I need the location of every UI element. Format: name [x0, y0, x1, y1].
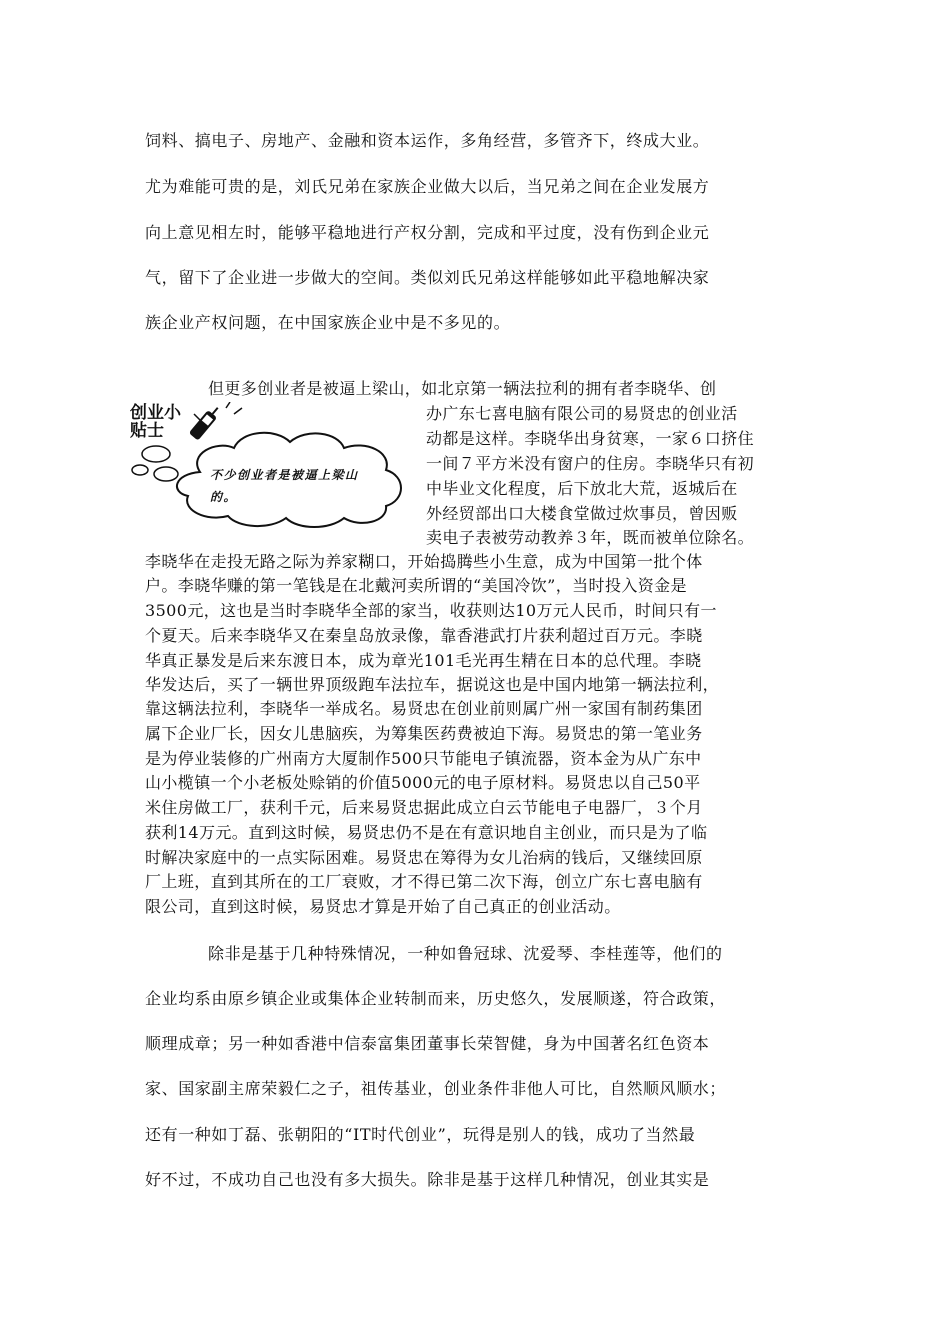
paragraph-line: 是为停业装修的广州南方大厦制作500只节能电子镇流器，资本金为从广东中: [145, 749, 702, 768]
paragraph-first-line: 除非是基于几种特殊情况，一种如鲁冠球、沈爱琴、李桂莲等，他们的: [208, 944, 723, 963]
paragraph-first-line: 但更多创业者是被逼上梁山，如北京第一辆法拉利的拥有者李晓华、创: [208, 379, 717, 398]
paragraph-line: 顺理成章；另一种如香港中信泰富集团董事长荣智健，身为中国著名红色资本: [145, 1034, 710, 1053]
paragraph-line: 华发达后，买了一辆世界顶级跑车法拉车，据说这也是中国内地第一辆法拉利，: [145, 675, 720, 694]
paragraph-line: 山小榄镇一个小老板处赊销的价值5000元的电子原材料。易贤忠以自己50平: [145, 773, 701, 792]
paragraph-line: 时解决家庭中的一点实际困难。易贤忠在筹得为女儿治病的钱后，又继续回原: [145, 848, 703, 867]
paragraph-line: 靠这辆法拉利，李晓华一举成名。易贤忠在创业前则属广州一家国有制药集团: [145, 699, 703, 718]
tip-note: 不少创业者是被逼上梁山的。: [210, 468, 359, 504]
paragraph-line: 气，留下了企业进一步做大的空间。类似刘氏兄弟这样能够如此平稳地解决家: [145, 268, 710, 287]
startup-tip-box: [130, 402, 418, 530]
paragraph-line: 外经贸部出口大楼食堂做过炊事员，曾因贩: [426, 504, 738, 523]
paragraph-line: 米住房做工厂，获利千元，后来易贤忠据此成立白云节能电子电器厂，３个月: [145, 798, 703, 817]
paragraph-line: 卖电子表被劳动教养３年，既而被单位除名。: [426, 528, 755, 547]
paragraph-line: 向上意见相左时，能够平稳地进行产权分割，完成和平过度，没有伤到企业元: [145, 223, 710, 242]
paragraph-line: 中毕业文化程度，后下放北大荒，返城后在: [426, 479, 738, 498]
paragraph-line: 一间７平方米没有窗户的住房。李晓华只有初: [426, 454, 755, 473]
paragraph-line: 厂上班，直到其所在的工厂衰败，才不得已第二次下海，创立广东七喜电脑有: [145, 872, 703, 891]
paragraph-line: 限公司，直到这时候，易贤忠才算是开始了自己真正的创业活动。: [145, 897, 621, 916]
paragraph-line: 3500元，这也是当时李晓华全部的家当，收获则达10万元人民币，时间只有一: [145, 601, 717, 620]
paragraph-line: 获利14万元。直到这时候，易贤忠仍不是在有意识地自主创业，而只是为了临: [145, 823, 708, 842]
paragraph-line: 尤为难能可贵的是，刘氏兄弟在家族企业做大以后，当兄弟之间在企业发展方: [145, 177, 710, 196]
paragraph-line: 饲料、搞电子、房地产、金融和资本运作，多角经营，多管齐下，终成大业。: [145, 131, 710, 150]
paragraph-line: 办广东七喜电脑有限公司的易贤忠的创业活: [426, 404, 738, 423]
paragraph-line: 个夏天。后来李晓华又在秦皇岛放录像，靠香港武打片获利超过百万元。李晓: [145, 626, 703, 645]
paragraph-line: 华真正暴发是后来东渡日本，成为章光101毛光再生精在日本的总代理。李晓: [145, 651, 702, 670]
paragraph-line: 族企业产权问题，在中国家族企业中是不多见的。: [145, 313, 511, 332]
paragraph-line: 动都是这样。李晓华出身贫寒，一家６口挤住: [426, 429, 755, 448]
paragraph-line: 属下企业厂长，因女儿患脑疾，为筹集医药费被迫下海。易贤忠的第一笔业务: [145, 724, 703, 743]
paragraph-line: 户。李晓华赚的第一笔钱是在北戴河卖所谓的“美国冷饮”，当时投入资金是: [145, 576, 687, 595]
tip-logo: 创业小贴士: [130, 403, 181, 441]
paragraph-line: 好不过，不成功自己也没有多大损失。除非是基于这样几种情况，创业其实是: [145, 1170, 710, 1189]
paragraph-line: 企业均系由原乡镇企业或集体企业转制而来，历史悠久，发展顺遂，符合政策，: [145, 989, 727, 1008]
paragraph-line: 家、国家副主席荣毅仁之子，祖传基业，创业条件非他人可比，自然顺风顺水；: [145, 1079, 727, 1098]
paragraph-line: 还有一种如丁磊、张朝阳的“IT时代创业”，玩得是别人的钱，成功了当然最: [145, 1125, 696, 1144]
paragraph-line: 李晓华在走投无路之际为养家糊口，开始捣腾些小生意，成为中国第一批个体: [145, 552, 703, 571]
